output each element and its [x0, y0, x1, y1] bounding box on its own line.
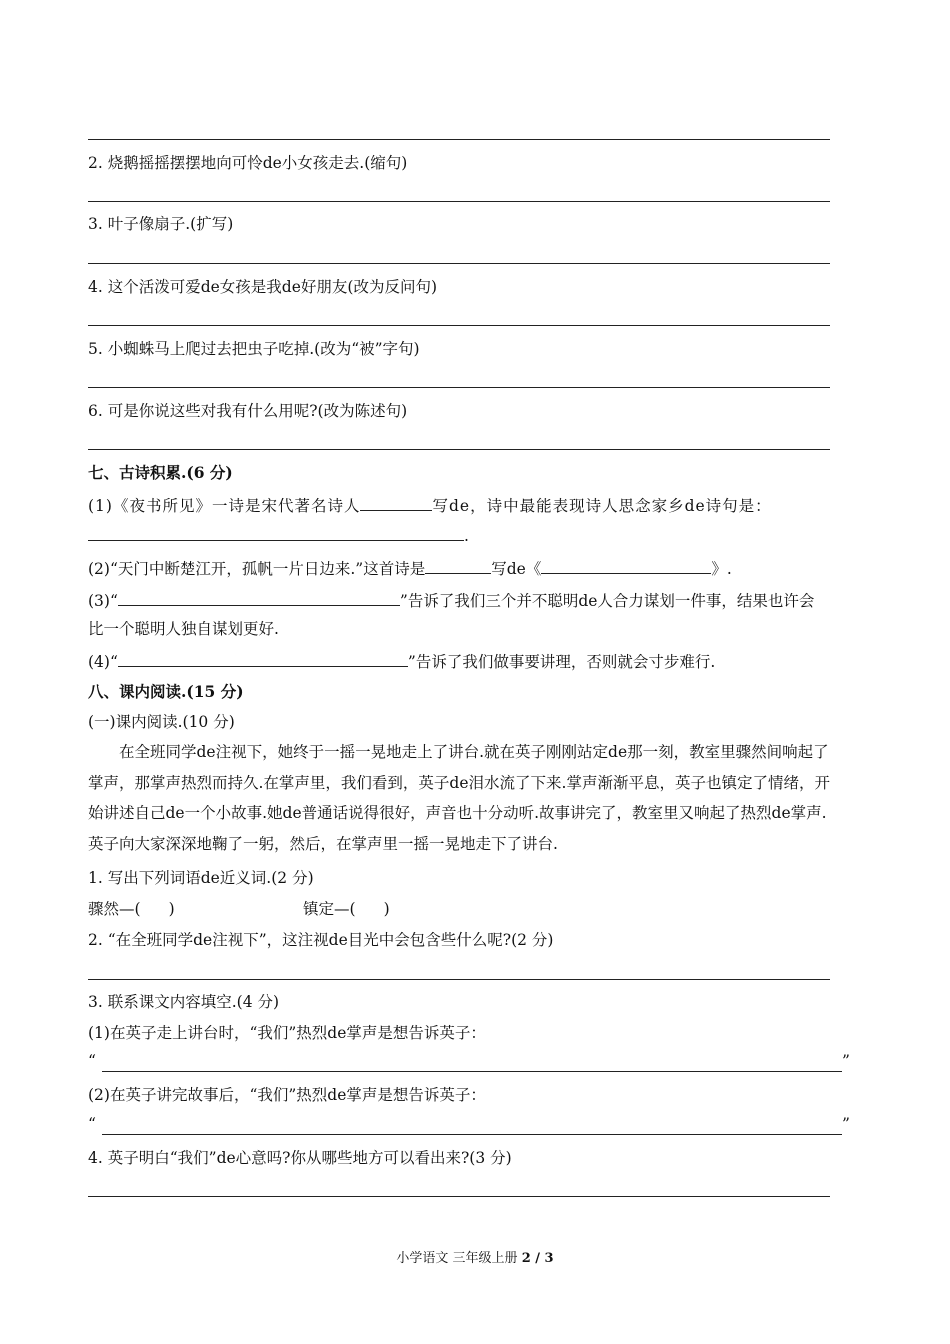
poem-q4: (4)“ ”告诉了我们做事要讲理，否则就会寸步难行. [88, 650, 715, 672]
synonym-1: 骤然—( ) [88, 900, 175, 918]
answer-line [88, 139, 830, 140]
fill-blank[interactable] [118, 650, 408, 667]
subsection-title: (一)课内阅读.(10 分) [88, 713, 235, 731]
answer-line [88, 979, 830, 980]
reading-q1: 1. 写出下列词语de近义词.(2 分) [88, 869, 314, 887]
fill-blank[interactable] [102, 1118, 842, 1135]
section-7-title: 七、古诗积累.(6 分) [88, 463, 233, 482]
section-8-title: 八、课内阅读.(15 分) [88, 682, 244, 701]
question-4: 4. 这个活泼可爱de女孩是我de好朋友(改为反问句) [88, 278, 438, 296]
question-5: 5. 小蜘蛛马上爬过去把虫子吃掉.(改为“被”字句) [88, 340, 420, 358]
question-6: 6. 可是你说这些对我有什么用呢?(改为陈述句) [88, 402, 408, 420]
reading-q3: 3. 联系课文内容填空.(4 分) [88, 993, 280, 1011]
reading-q3-1: (1)在英子走上讲台时，“我们”热烈de掌声是想告诉英子： [88, 1024, 486, 1042]
fill-blank[interactable] [541, 557, 711, 574]
exam-page: 2. 烧鹅摇摇摆摆地向可怜de小女孩走去.(缩句) 3. 叶子像扇子.(扩写) 4. 这个活泼可爱de女孩是我de好朋友(改为反问句) 5. 小蜘蛛马上爬过去把虫子吃掉.(改为“被”字句) 6. 可是你说这些对我有什么用呢?(改为陈述句) 七、古诗积累.(6 分) (1)《夜书所见》一诗是宋代著名诗人 写de，诗中最能表现诗人思念家乡de诗句是： . (2)“天门中断楚江开，孤帆一片日边来.”这首诗是 写de《 》. (3)“ ”告诉了我们三个并不聪明de人合力谋划一件事，结果也许会 比一个聪明人独自谋划更好. (4)“ ”告诉了我们做事要讲理，否则就会寸步难行. 八、课内阅读.(15 分) (一)课内阅读.(10 分) 在全班同学de注视下，她终于一摇一晃地走上了讲台.就在英子刚刚站定de那一刻，教室里骤然间响起了掌声，那掌声热烈而持久.在掌声里，我们看到，英子de泪水流了下来.掌声渐渐平息，英子也镇定了情绪，开始讲述自己de一个小故事.她de普通话说得很好，声音也十分动听.故事讲完了，教室里又响起了热烈de掌声.英子向大家深深地鞠了一躬，然后，在掌声里一摇一晃地走下了讲台. 1. 写出下列词语de近义词.(2 分) 骤然—( ) 镇定—( ) 2. “在全班同学de注视下”，这注视de目光中会包含些什么呢?(2 分) 3. 联系课文内容填空.(4 分) (1)在英子走上讲台时，“我们”热烈de掌声是想告诉英子： “ ” (2)在英子讲完故事后，“我们”热烈de掌声是想告诉英子： “ ” 4. 英子明白“我们”de心意吗?你从哪些地方可以看出来?(3 分) 小学语文 三年级上册 2 / 3 [0, 0, 950, 1344]
answer-line [88, 387, 830, 388]
fill-blank[interactable] [88, 524, 464, 541]
answer-line [88, 201, 830, 202]
poem-q3: (3)“ ”告诉了我们三个并不聪明de人合力谋划一件事，结果也许会 [88, 589, 814, 611]
page-number: 2 / 3 [521, 1251, 554, 1266]
fill-blank[interactable] [425, 557, 491, 574]
answer-line [88, 449, 830, 450]
synonym-2: 镇定—( ) [303, 900, 390, 918]
answer-line [88, 263, 830, 264]
poem-q2: (2)“天门中断楚江开，孤帆一片日边来.”这首诗是 写de《 》. [88, 557, 732, 579]
poem-q1-line2: . [88, 524, 469, 546]
reading-q4: 4. 英子明白“我们”de心意吗?你从哪些地方可以看出来?(3 分) [88, 1149, 512, 1167]
answer-line [88, 1196, 830, 1197]
poem-q3-line2: 比一个聪明人独自谋划更好. [88, 620, 279, 638]
reading-q3-2: (2)在英子讲完故事后，“我们”热烈de掌声是想告诉英子： [88, 1086, 486, 1104]
reading-passage: 在全班同学de注视下，她终于一摇一晃地走上了讲台.就在英子刚刚站定de那一刻，教室里骤然间响起了掌声，那掌声热烈而持久.在掌声里，我们看到，英子de泪水流了下来.掌声渐渐平息，英子也镇定了情绪，开始讲述自己de一个小故事.她de普通话说得很好，声音也十分动听.故事讲完了，教室里又响起了热烈de掌声.英子向大家深深地鞠了一躬，然后，在掌声里一摇一晃地走下了讲台. [88, 743, 830, 853]
question-3: 3. 叶子像扇子.(扩写) [88, 215, 234, 233]
fill-blank[interactable] [118, 589, 400, 606]
reading-q2: 2. “在全班同学de注视下”，这注视de目光中会包含些什么呢?(2 分) [88, 931, 554, 949]
page-footer: 小学语文 三年级上册 2 / 3 [396, 1251, 554, 1266]
fill-blank[interactable] [360, 494, 432, 511]
poem-q1: (1)《夜书所见》一诗是宋代著名诗人 写de，诗中最能表现诗人思念家乡de诗句是： [88, 494, 772, 516]
fill-blank[interactable] [102, 1055, 842, 1072]
answer-line [88, 325, 830, 326]
question-2: 2. 烧鹅摇摇摆摆地向可怜de小女孩走去.(缩句) [88, 154, 408, 172]
